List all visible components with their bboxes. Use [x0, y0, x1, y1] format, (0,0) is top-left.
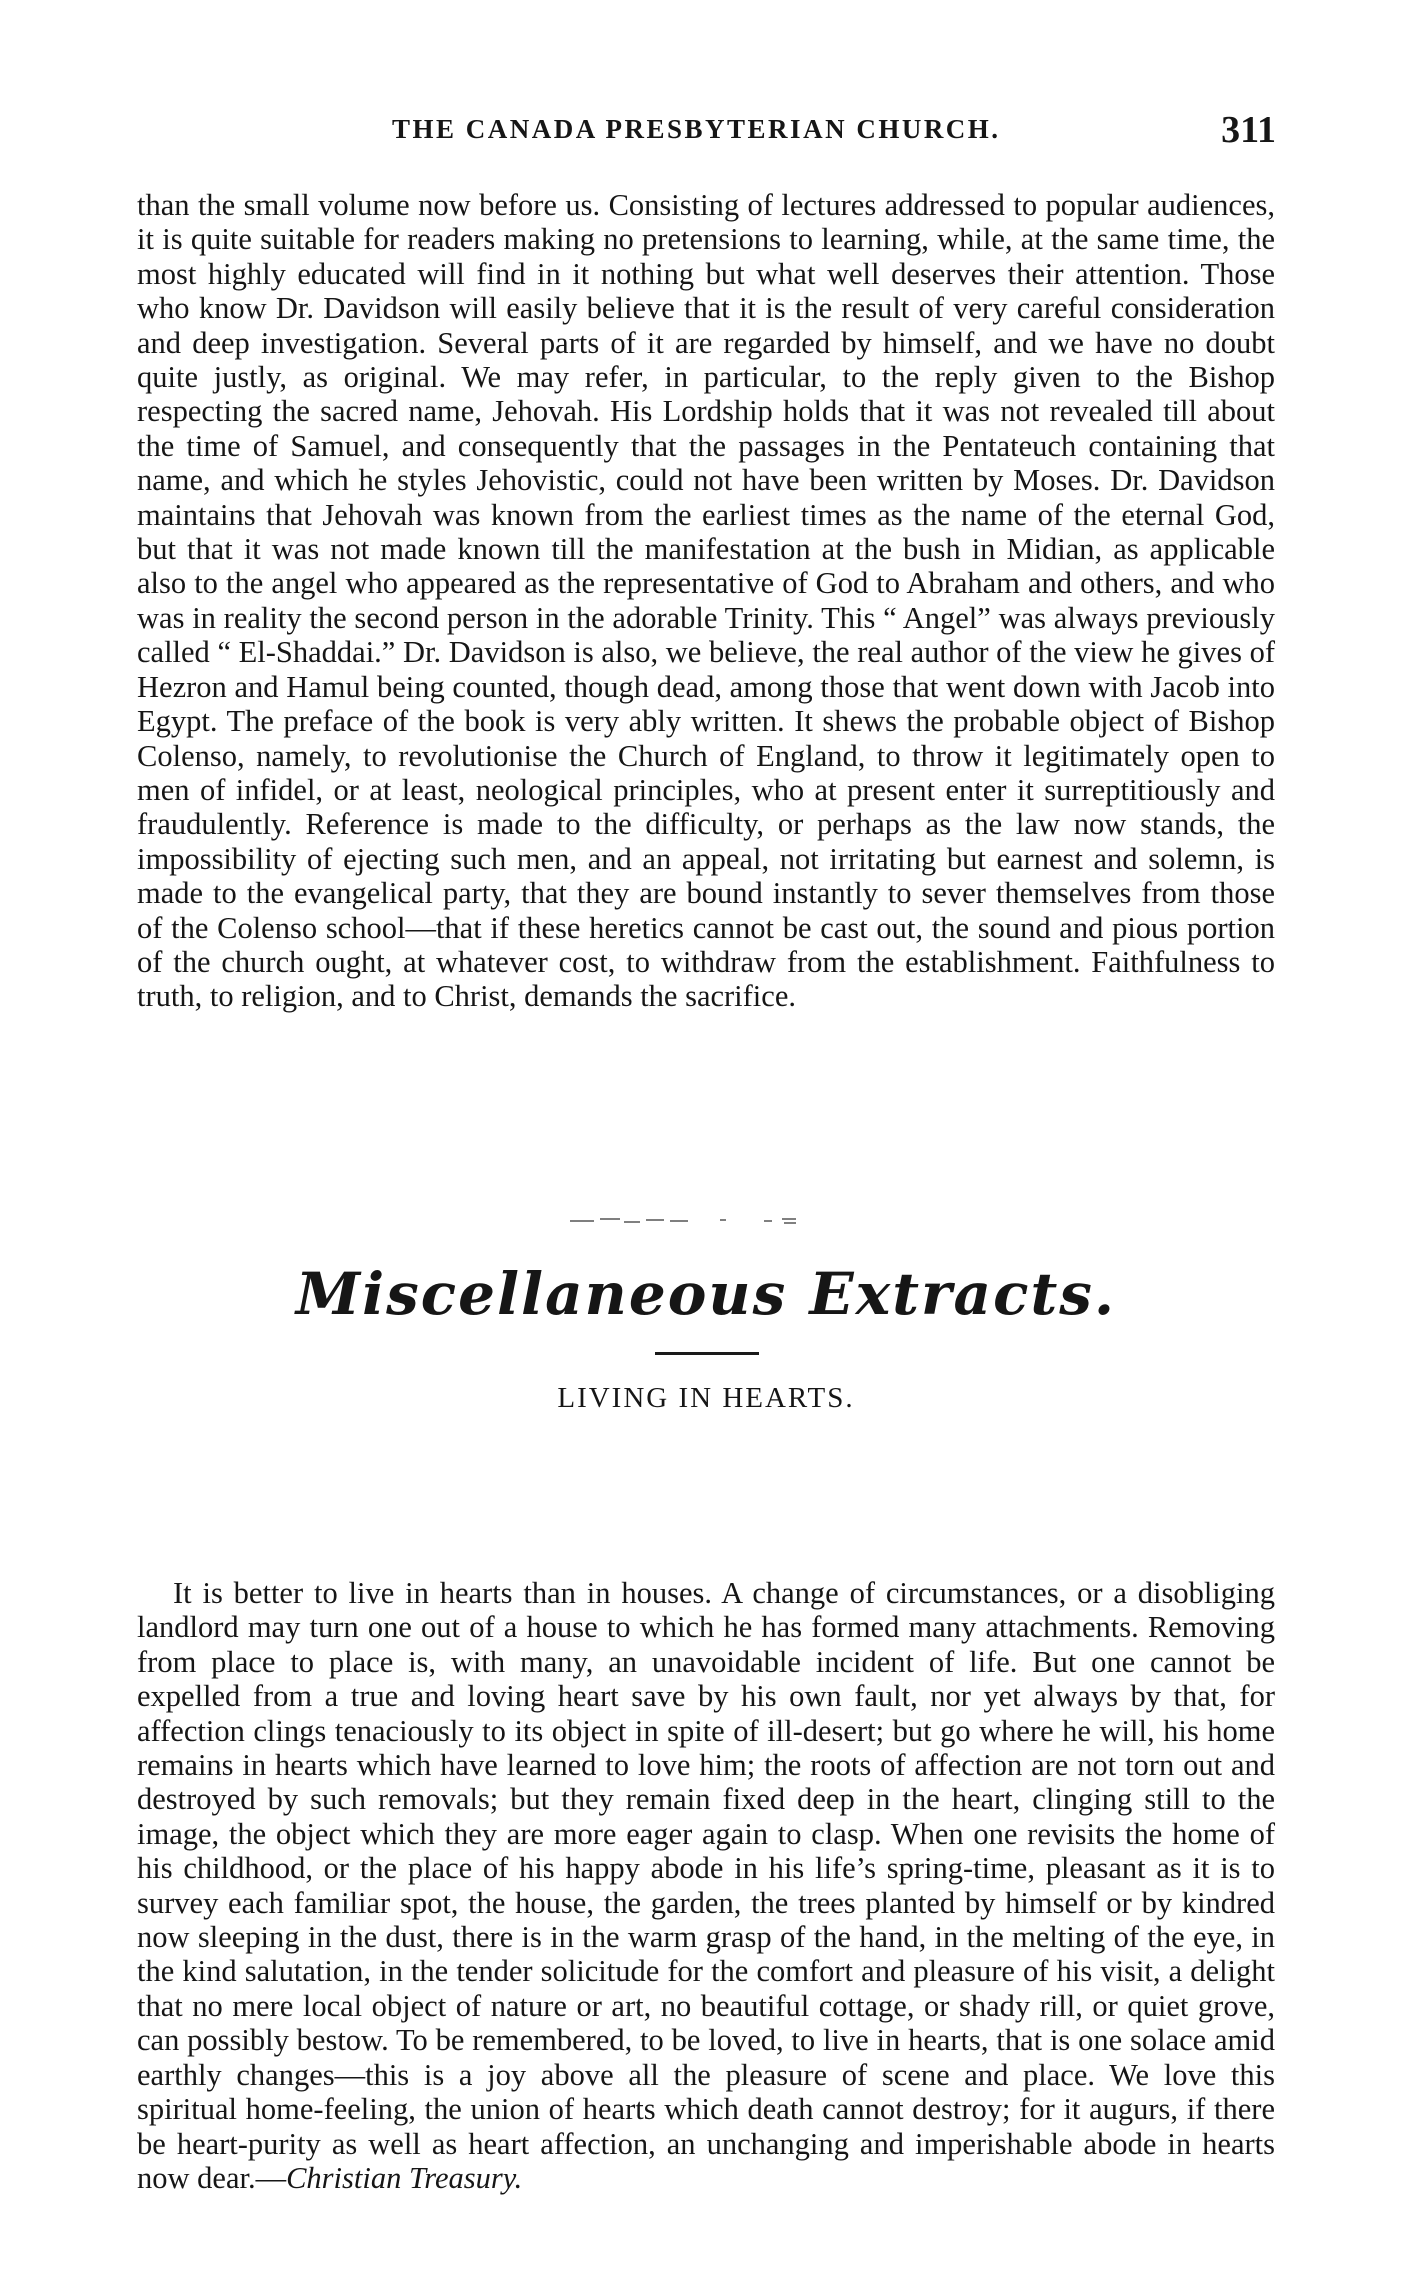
section-ornament [560, 1214, 860, 1228]
article-title: LIVING IN HEARTS. [557, 1382, 855, 1414]
article-source: Christian Treasury. [286, 2160, 523, 2195]
page-number: 311 [1221, 109, 1276, 151]
running-title: THE CANADA PRESBYTERIAN CHURCH. [392, 114, 1001, 144]
section-heading: Miscellaneous Extracts. [295, 1260, 1117, 1328]
article-body [137, 1576, 1275, 2195]
article-body-text: It is better to live in hearts than in houses. A change of circumstances, or a disobliging landlord may turn one out of a house to which he has formed many attachments. Removing from place to place is, with many, an unavoidable incident of life. But one cannot be expelled from a true and loving heart save by his own fault, nor yet always by that, for affection clings tenaciously to its object in spite of ill-desert; but go where he will, his home remains in hearts which have learned to love him; the roots of affection are not torn out and destroyed by such removals; but they remain fixed deep in the heart, clinging still to the image, the object which they are more eager again to clasp. When one revisits the home of his childhood, or the place of his happy abode in his life’s spring-time, pleasant as it is to survey each familiar spot, the house, the garden, the trees planted by himself or by kindred now sleeping in the dust, there is in the warm grasp of the hand, in the melting of the eye, in the kind salutation, in the tender solicitude for the comfort and pleasure of his visit, a delight that no mere local object of nature or art, no beautiful cottage, or shady rill, or quiet grove, can possibly bestow. To be remembered, to be loved, to live in hearts, that is one solace amid earthly changes—this is a joy above all the pleasure of scene and place. We love this spiritual home-feeling, the union of hearts which death cannot destroy; for it augurs, if there be heart-purity as well as heart affection, an unchanging and imperishable abode in hearts now dear.— [137, 1576, 1275, 2195]
running-head [136, 108, 1276, 154]
heading-rule [655, 1352, 759, 1355]
review-paragraph: than the small volume now before us. Consisting of lectures addressed to popular audiences, it is quite suitable for readers making no pretensions to learning, while, at the same time, the most highly educated will find in it nothing but what well deserves their attention. Those who know Dr. Davidson will easily believe that it is the result of very careful consideration and deep investigation. Several parts of it are regarded by himself, and we have no doubt quite justly, as original. We may refer, in particular, to the reply given to the Bishop respecting the sacred name, Jehovah. His Lordship holds that it was not revealed till about the time of Samuel, and consequently that the passages in the Pentateuch containing that name, and which he styles Jehovistic, could not have been written by Moses. Dr. Davidson maintains that Jehovah was known from the earliest times as the name of the eternal God, but that it was not made known till the manifestation at the bush in Midian, as applicable also to the angel who appeared as the representative of God to Abraham and others, and who was in reality the second person in the adorable Trinity. This “ Angel” was always previously called “ El-Shaddai.” Dr. Davidson is also, we believe, the real author of the view he gives of Hezron and Hamul being counted, though dead, among those that went down with Jacob into Egypt. The preface of the book is very ably written. It shews the probable object of Bishop Colenso, namely, to revolutionise the Church of England, to throw it legitimately open to men of infidel, or at least, neological principles, who at present enter it surreptitiously and fraudulently. Reference is made to the difficulty, or perhaps as the law now stands, the impossibility of ejecting such men, and an appeal, not irritating but earnest and solemn, is made to the evangelical party, that they are bound instantly to sever themselves from those of the Colenso school—that if these heretics cannot be cast out, the sound and pious portion of the church ought, at whatever cost, to withdraw from the establishment. Faithfulness to truth, to religion, and to Christ, demands the sacrifice. [137, 188, 1275, 1014]
